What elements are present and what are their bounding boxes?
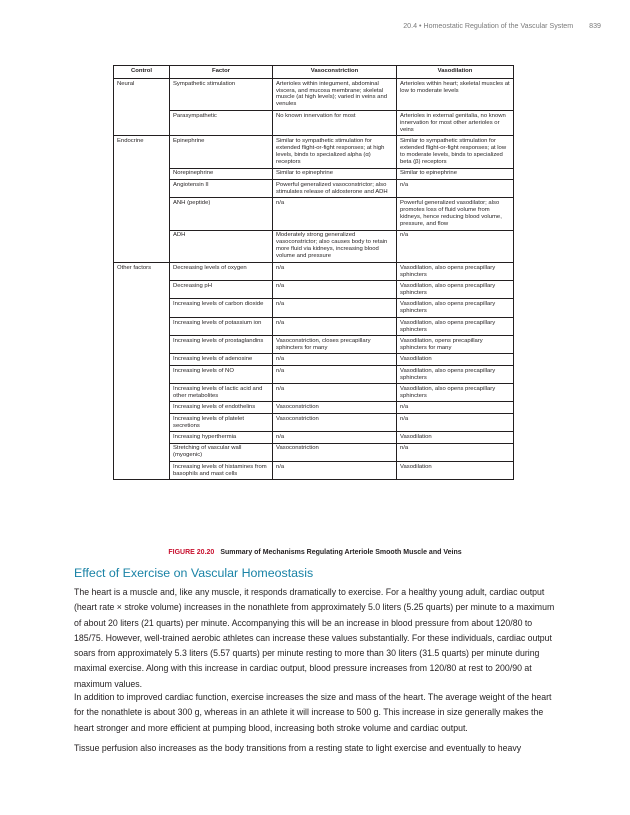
page-number: 839	[589, 22, 601, 30]
vasodilation-cell: Arterioles within heart; skeletal muscles at low to moderate levels	[397, 78, 514, 110]
control-cell: Neural	[114, 78, 170, 136]
control-cell: Endocrine	[114, 136, 170, 262]
vasodilation-cell: Similar to epinephrine	[397, 168, 514, 179]
paragraph-2: In addition to improved cardiac function, exercise increases the size and mass of the heart. The average weight of the heart for the nonathlete is about 300 g, whereas in an athlete it will increase to 500 g. This increase in size generally makes the heart stronger and more efficient at pumping blood, increasing both stroke volume and cardiac output.	[74, 692, 552, 733]
table-row	[114, 402, 514, 413]
running-header-section: 20.4 • Homeostatic Regulation of the Vascular System	[403, 22, 574, 30]
vasoconstriction-cell: Similar to sympathetic stimulation for extended flight-or-fight responses; at high levels, binds to specialized alpha (α) receptors	[273, 136, 397, 168]
vasoconstriction-cell: Powerful generalized vasoconstrictor; also stimulates release of aldosterone and ADH	[273, 179, 397, 197]
header-factor: Factor	[170, 66, 273, 79]
vasoconstriction-cell: Moderately strong generalized vasoconstrictor; also causes body to retain more fluid via kidneys, increasing blood volume and pressure	[273, 230, 397, 262]
table-row	[114, 443, 514, 461]
vasodilation-cell: Vasodilation, also opens precapillary sphincters	[397, 262, 514, 280]
table-row	[114, 317, 514, 335]
vasoconstriction-cell: n/a	[273, 432, 397, 443]
vasodilation-cell: Similar to sympathetic stimulation for extended flight-or-fight responses; at low to moderate levels, binds to specialized beta (β) receptors	[397, 136, 514, 168]
vasoconstriction-cell: n/a	[273, 262, 397, 280]
figure-caption	[0, 549, 630, 556]
vasoconstriction-cell: n/a	[273, 354, 397, 365]
table-row	[114, 111, 514, 136]
table-row	[114, 136, 514, 168]
vasodilation-cell: Vasodilation	[397, 432, 514, 443]
table-row	[114, 299, 514, 317]
factor-cell: Decreasing levels of oxygen	[170, 262, 273, 280]
vasoconstriction-cell: n/a	[273, 384, 397, 402]
vasodilation-cell: Arterioles in external genitalia, no known innervation for most other arterioles or veins	[397, 111, 514, 136]
paragraph-1: The heart is a muscle and, like any muscle, it responds dramatically to exercise. For a healthy young adult, cardiac output (heart rate × stroke volume) increases in the nonathlete from approximately 5.0 liters (5.25 quarts) per minute to a maximum of about 20 liters (21 quarts) per minute. Accompanying this will be an increase in blood pressure from about 120/80 to 185/75. However, well-trained aerobic athletes can increase these values substantially. For these individuals, cardiac output soars from approximately 5.3 liters (5.57 quarts) per minute resting to more than 30 liters (31.5 quarts) per minute during maximal exercise. Along with this increase in cardiac output, blood pressure increases from 120/80 at rest to 200/90 at maximum values.	[74, 587, 555, 689]
section-heading: Effect of Exercise on Vascular Homeostasis	[74, 566, 314, 580]
factor-cell: Increasing levels of potassium ion	[170, 317, 273, 335]
table-row	[114, 413, 514, 431]
vasodilation-cell: n/a	[397, 230, 514, 262]
vasodilation-cell: n/a	[397, 402, 514, 413]
factor-cell: Increasing levels of histamines from basophils and mast cells	[170, 461, 273, 479]
vasodilation-cell: Vasodilation, opens precapillary sphincters for many	[397, 336, 514, 354]
factor-cell: Increasing levels of lactic acid and other metabolites	[170, 384, 273, 402]
factor-cell: Increasing levels of NO	[170, 365, 273, 383]
header-control: Control	[114, 66, 170, 79]
vasoconstriction-cell: n/a	[273, 317, 397, 335]
header-vasoconstriction: Vasoconstriction	[273, 66, 397, 79]
table-row	[114, 78, 514, 110]
vasoconstriction-cell: Vasoconstriction	[273, 413, 397, 431]
table-row	[114, 198, 514, 230]
table-row	[114, 179, 514, 197]
factor-cell: Stretching of vascular wall (myogenic)	[170, 443, 273, 461]
factor-cell: Sympathetic stimulation	[170, 78, 273, 110]
factor-cell: Decreasing pH	[170, 281, 273, 299]
vasoconstriction-cell: n/a	[273, 281, 397, 299]
vasodilation-cell: Powerful generalized vasodilator; also promotes loss of fluid volume from kidneys, hence reducing blood volume, pressure, and flow	[397, 198, 514, 230]
vasodilation-cell: n/a	[397, 413, 514, 431]
vasodilation-cell: Vasodilation, also opens precapillary sphincters	[397, 281, 514, 299]
factor-cell: Angiotensin II	[170, 179, 273, 197]
factor-cell: Increasing levels of platelet secretions	[170, 413, 273, 431]
table-row	[114, 365, 514, 383]
vasodilation-cell: Vasodilation	[397, 461, 514, 479]
vasoconstriction-cell: Similar to epinephrine	[273, 168, 397, 179]
table-body	[114, 78, 514, 479]
vasodilation-cell: Vasodilation	[397, 354, 514, 365]
factor-cell: ADH	[170, 230, 273, 262]
vasoconstriction-cell: n/a	[273, 461, 397, 479]
vasoconstriction-cell: n/a	[273, 299, 397, 317]
table-row	[114, 281, 514, 299]
table-row	[114, 461, 514, 479]
table-header-row	[114, 66, 514, 79]
factor-cell: Increasing levels of prostaglandins	[170, 336, 273, 354]
vasodilation-cell: Vasodilation, also opens precapillary sphincters	[397, 365, 514, 383]
header-vasodilation: Vasodilation	[397, 66, 514, 79]
vasodilation-cell: Vasodilation, also opens precapillary sphincters	[397, 384, 514, 402]
factor-cell: Increasing levels of adenosine	[170, 354, 273, 365]
table-row	[114, 230, 514, 262]
mechanisms-table	[113, 65, 514, 480]
table-row	[114, 384, 514, 402]
vasoconstriction-cell: Vasoconstriction	[273, 402, 397, 413]
figure-title: Summary of Mechanisms Regulating Arteriole Smooth Muscle and Veins	[220, 549, 462, 556]
vasodilation-cell: Vasodilation, also opens precapillary sphincters	[397, 317, 514, 335]
table-row	[114, 354, 514, 365]
factor-cell: ANH (peptide)	[170, 198, 273, 230]
factor-cell: Increasing hyperthermia	[170, 432, 273, 443]
factor-cell: Norepinephrine	[170, 168, 273, 179]
factor-cell: Epinephrine	[170, 136, 273, 168]
vasoconstriction-cell: Vasoconstriction, closes precapillary sphincters for many	[273, 336, 397, 354]
factor-cell: Increasing levels of endothelins	[170, 402, 273, 413]
vasodilation-cell: Vasodilation, also opens precapillary sphincters	[397, 299, 514, 317]
table-row	[114, 262, 514, 280]
running-header	[403, 22, 601, 30]
vasoconstriction-cell: n/a	[273, 198, 397, 230]
factor-cell: Parasympathetic	[170, 111, 273, 136]
factor-cell: Increasing levels of carbon dioxide	[170, 299, 273, 317]
vasoconstriction-cell: Vasoconstriction	[273, 443, 397, 461]
table-row	[114, 432, 514, 443]
figure-number: FIGURE 20.20	[168, 549, 215, 556]
control-cell: Other factors	[114, 262, 170, 479]
table-row	[114, 168, 514, 179]
paragraph-3: Tissue perfusion also increases as the body transitions from a resting state to light exercise and eventually to heavy	[74, 743, 522, 753]
vasoconstriction-cell: Arterioles within integument, abdominal viscera, and mucosa membrane; skeletal muscle (at high levels); varied in veins and venules	[273, 78, 397, 110]
vasoconstriction-cell: n/a	[273, 365, 397, 383]
table-row	[114, 336, 514, 354]
vasodilation-cell: n/a	[397, 443, 514, 461]
vasoconstriction-cell: No known innervation for most	[273, 111, 397, 136]
vasodilation-cell: n/a	[397, 179, 514, 197]
